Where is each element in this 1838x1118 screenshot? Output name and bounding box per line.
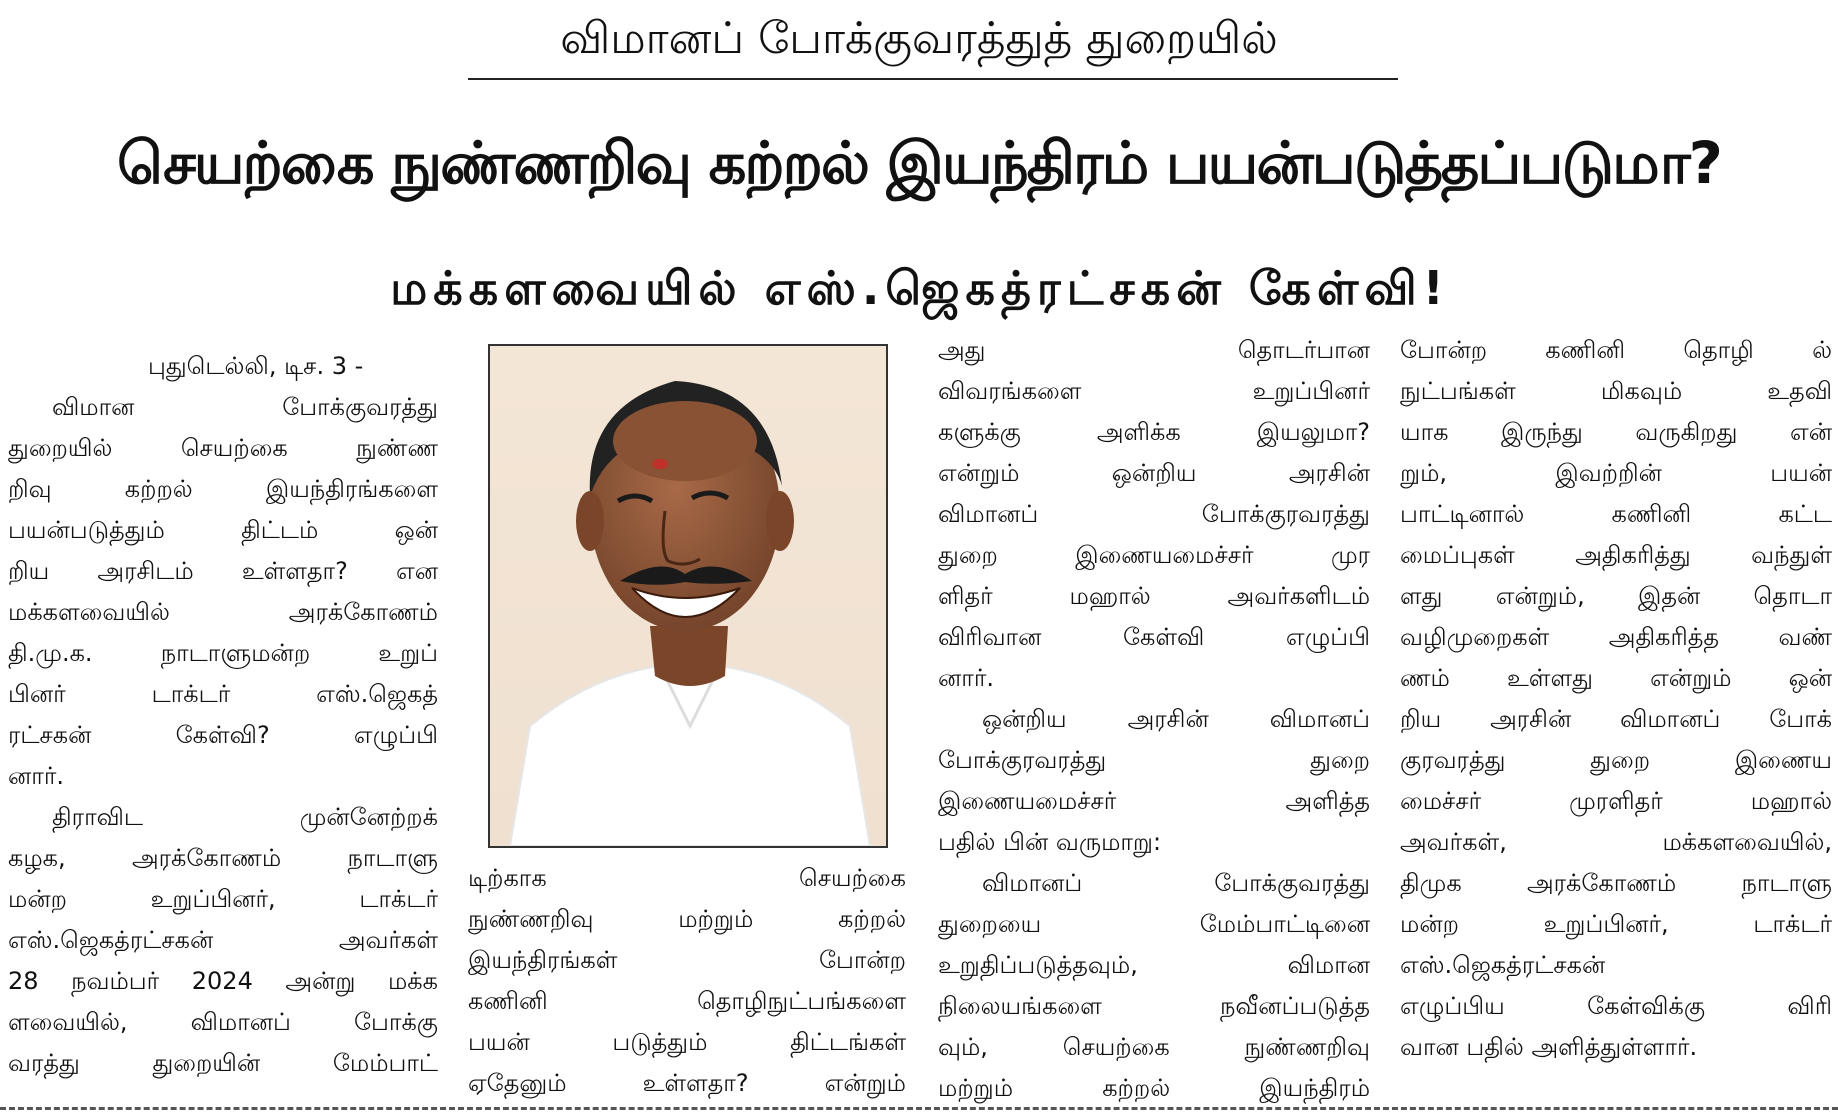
text-line: அது தொடர்பான	[938, 336, 1370, 364]
text-line: றிய அரசிடம் உள்ளதா? என	[8, 557, 438, 585]
text-line: போக்குரவரத்து துறை	[938, 746, 1370, 774]
text-line: நுண்ணறிவு மற்றும் கற்றல்	[468, 905, 906, 933]
text-line: களுக்கு அளிக்க இயலுமா?	[938, 418, 1370, 446]
text-line: ரட்சகன் கேள்வி? எழுப்பி	[8, 721, 438, 749]
text-line: ணம் உள்ளது என்றும் ஒன்	[1400, 664, 1832, 692]
text-line: வரத்து துறையின் மேம்பாட்	[8, 1049, 438, 1077]
text-line: இணையமைச்சர் அளித்த	[938, 787, 1370, 815]
text-line: நுட்பங்கள் மிகவும் உதவி	[1400, 377, 1832, 405]
text-line: என்றும் ஒன்றிய அரசின்	[938, 459, 1370, 487]
text-line: ஏதேனும் உள்ளதா? என்றும்	[468, 1069, 906, 1097]
text-line: றிய அரசின் விமானப் போக்	[1400, 705, 1832, 733]
text-line: துறை இணையமைச்சர் முர	[938, 541, 1370, 569]
dateline: புதுடெல்லி, டிச. 3 -	[148, 352, 364, 380]
column-2	[468, 858, 906, 1104]
text-line: நிலையங்களை நவீனப்படுத்த	[938, 992, 1370, 1020]
text-line: னார்.	[938, 664, 994, 692]
text-line: றிவு கற்றல் இயந்திரங்களை	[8, 475, 438, 503]
text-line: திராவிட முன்னேற்றக்	[52, 803, 438, 831]
portrait-illustration	[490, 346, 886, 846]
text-line: வான பதில் அளித்துள்ளார்.	[1400, 1033, 1698, 1061]
column-3	[938, 330, 1370, 1109]
text-line: அவர்கள், மக்களவையில்,	[1400, 828, 1832, 856]
text-line: திமுக அரக்கோணம் நாடாளு	[1400, 869, 1832, 897]
text-line: விவரங்களை உறுப்பினர்	[938, 377, 1370, 405]
text-line: பினர் டாக்டர் எஸ்.ஜெகத்	[8, 680, 438, 708]
text-line: மைச்சர் முரளிதர் மஹால்	[1400, 787, 1832, 815]
text-line: ளது என்றும், இதன் தொடா	[1400, 582, 1832, 610]
column-4	[1400, 330, 1832, 1068]
text-line: பாட்டினால் கணினி கட்ட	[1400, 500, 1832, 528]
text-line: விமானப் போக்குவரத்து	[982, 869, 1370, 897]
bottom-divider	[0, 1107, 1838, 1110]
text-line: வும், செயற்கை நுண்ணறிவு	[938, 1033, 1370, 1061]
text-line: பயன் படுத்தும் திட்டங்கள்	[468, 1028, 906, 1056]
text-line: குரவரத்து துறை இணைய	[1400, 746, 1832, 774]
text-line: துறையில் செயற்கை நுண்ண	[8, 434, 438, 462]
text-line: றும், இவற்றின் பயன்	[1400, 459, 1832, 487]
text-line: மைப்புகள் அதிகரித்து வந்துள்	[1400, 541, 1832, 569]
text-line: யாக இருந்து வருகிறது என்	[1400, 418, 1832, 446]
text-line: இயந்திரங்கள் போன்ற	[468, 946, 906, 974]
text-line: 28 நவம்பர் 2024 அன்று மக்க	[8, 967, 438, 995]
portrait-photo	[488, 344, 888, 848]
text-line: மன்ற உறுப்பினர், டாக்டர்	[1400, 910, 1832, 938]
text-line: வழிமுறைகள் அதிகரித்த வண்	[1400, 623, 1832, 651]
text-line: துறையை மேம்பாட்டினை	[938, 910, 1370, 938]
text-line: தி.மு.க. நாடாளுமன்ற உறுப்	[8, 639, 438, 667]
text-line: பயன்படுத்தும் திட்டம் ஒன்	[8, 516, 438, 544]
text-line: உறுதிப்படுத்தவும், விமான	[938, 951, 1370, 979]
text-line: பதில் பின் வருமாறு:	[938, 828, 1162, 856]
text-line: ளிதர் மஹால் அவர்களிடம்	[938, 582, 1370, 610]
text-line: எஸ்.ஜெகத்ரட்சகன்	[1400, 951, 1606, 979]
text-line: விமான போக்குவரத்து	[52, 393, 438, 421]
text-line: போன்ற கணினி தொழி ல்	[1400, 336, 1832, 364]
text-line: ஒன்றிய அரசின் விமானப்	[982, 705, 1370, 733]
text-line: எஸ்.ஜெகத்ரட்சகன் அவர்கள்	[8, 926, 438, 954]
text-line: ளவையில், விமானப் போக்கு	[8, 1008, 438, 1036]
kicker-heading: விமானப் போக்குவரத்துத் துறையில்	[560, 13, 1278, 64]
column-1	[8, 346, 438, 1084]
sub-headline: மக்களவையில் எஸ்.ஜெகத்ரட்சகன் கேள்வி!	[390, 261, 1450, 315]
text-line: டிற்காக செயற்கை	[468, 864, 906, 892]
main-headline: செயற்கை நுண்ணறிவு கற்றல் இயந்திரம் பயன்படுத்தப்படுமா?	[117, 129, 1721, 197]
text-line: கணினி தொழிநுட்பங்களை	[468, 987, 906, 1015]
text-line: எழுப்பிய கேள்விக்கு விரி	[1400, 992, 1832, 1020]
text-line: மன்ற உறுப்பினர், டாக்டர்	[8, 885, 438, 913]
text-line: மக்களவையில் அரக்கோணம்	[8, 598, 438, 626]
kicker-underline	[468, 78, 1398, 80]
text-line: விமானப் போக்குரவரத்து	[938, 500, 1370, 528]
text-line: மற்றும் கற்றல் இயந்திரம்	[938, 1074, 1370, 1102]
text-line: னார்.	[8, 762, 64, 790]
text-line: கழக, அரக்கோணம் நாடாளு	[8, 844, 438, 872]
text-line: விரிவான கேள்வி எழுப்பி	[938, 623, 1370, 651]
